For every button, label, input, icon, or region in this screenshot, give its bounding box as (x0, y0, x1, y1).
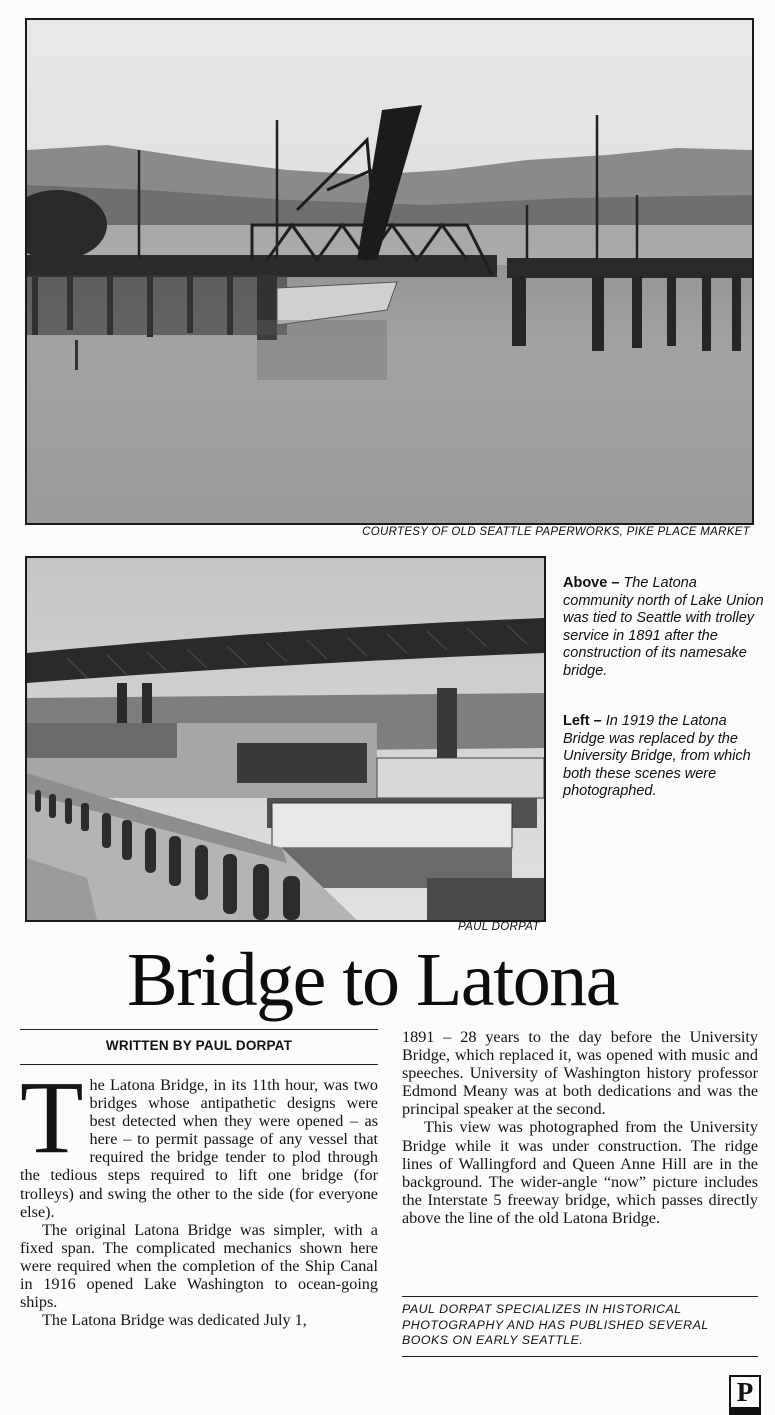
university-bridge-illustration (27, 558, 544, 920)
paragraph-2: The original Latona Bridge was simpler, with a fixed span. The complicated mechanics shown here were required when the completion of the Ship Canal in 1916 opened Lake Washington to ocean-going ships. (20, 1220, 378, 1312)
paragraph-3-continued: 1891 – 28 years to the day before the University Bridge, which replaced it, was opened with music and speeches. University of Washington history professor Edmond Meany was at both dedications and was the principal speaker at the second. (402, 1028, 758, 1119)
publication-mark-bar (729, 1409, 761, 1415)
byline-top-rule (20, 1029, 378, 1030)
caption-above-label: Above – (563, 575, 620, 591)
paragraph-4: This view was photographed from the University Bridge while it was under construction. The ridge lines of Wallingford and Queen Anne Hill are in the background. The wider-angle “now” picture includes the Interstate 5 freeway bridge, which passes directly above the line of the old Latona Bridge. (402, 1118, 758, 1227)
caption-left-label: Left – (563, 713, 602, 729)
author-tagline: PAUL DORPAT SPECIALIZES IN HISTORICAL PHOTOGRAPHY AND HAS PUBLISHED SEVERAL BOOKS ON EARLY SEATTLE. (402, 1302, 709, 1347)
article-column-right (402, 1028, 758, 1227)
byline: WRITTEN BY PAUL DORPAT (105, 1038, 293, 1053)
caption-left (563, 713, 768, 801)
modern-bridge-photo (25, 556, 546, 922)
bottom-photo-credit: PAUL DORPAT (458, 921, 540, 933)
paragraph-3-start: The Latona Bridge was dedicated July 1, (42, 1311, 307, 1330)
article-column-left (20, 1060, 378, 1330)
historic-bridge-illustration (27, 20, 752, 523)
drop-cap: T (20, 1060, 84, 1175)
top-photo-credit: COURTESY OF OLD SEATTLE PAPERWORKS, PIKE PLACE MARKET (362, 526, 750, 538)
historic-bridge-photo (25, 18, 754, 525)
headline: Bridge to Latona (127, 938, 618, 1022)
tagline-bottom-rule (402, 1356, 758, 1357)
publication-mark: P (729, 1375, 761, 1409)
paragraph-1: he Latona Bridge, in its 11th hour, was two bridges whose antipathetic designs were best detected when they were opened – as here – to permit passage of any vessel that required the bridge tender to plod through the tedious steps required to lift one bridge (for trolleys) and swing the other to the side (for everyone else). (20, 1076, 378, 1221)
caption-above (563, 575, 768, 680)
caption-above-text: The Latona community north of Lake Union was tied to Seattle with trolley service in 1891 after the construction of its namesake bridge. (563, 575, 764, 679)
caption-left-text: In 1919 the Latona Bridge was replaced by the University Bridge, from which both these scenes were photographed. (563, 713, 751, 799)
tagline-top-rule (402, 1296, 758, 1297)
